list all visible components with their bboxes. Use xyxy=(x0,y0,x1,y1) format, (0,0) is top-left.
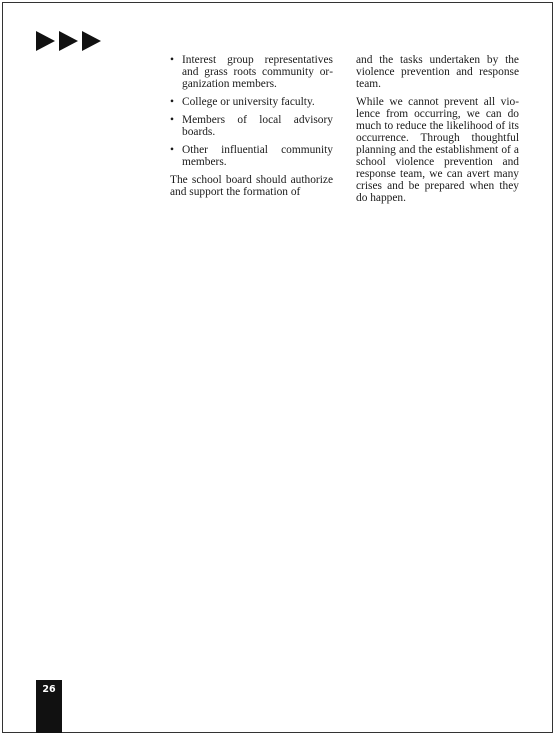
left-column xyxy=(170,54,333,198)
list-item: • Interest group representatives and grass roots community organization members. xyxy=(170,54,333,90)
right-arrow-icon xyxy=(59,31,78,51)
body-paragraph: The school board should authorize and support the formation of xyxy=(170,174,333,198)
right-arrow-icon xyxy=(36,31,55,51)
page-number-tab xyxy=(36,680,62,733)
list-item-text: Members of local advisory boards. xyxy=(182,114,333,138)
list-item: • College or university faculty. xyxy=(170,96,315,108)
page-number: 26 xyxy=(42,684,56,695)
bullet-list xyxy=(170,54,333,168)
list-item-text: College or university faculty. xyxy=(182,96,315,108)
body-paragraph: and the tasks undertaken by the violence prevention and response team. xyxy=(356,54,519,90)
body-paragraph: While we cannot prevent all violence from occurring, we can do much to reduce the likelihood of its occurrence. Through thoughtful planning and the establishment of a school violence prevention and response team, we can avert many crises and be prepared when they do happen. xyxy=(356,96,519,204)
right-arrow-icon xyxy=(82,31,101,51)
list-item: • Other influential community members. xyxy=(170,144,333,168)
triple-right-arrow-icon xyxy=(36,31,101,51)
list-item-text: Other influential community members. xyxy=(182,144,333,168)
list-item: • Members of local advisory boards. xyxy=(170,114,333,138)
list-item-text: Interest group representatives and grass roots community organization members. xyxy=(182,54,333,90)
right-column xyxy=(356,54,519,204)
